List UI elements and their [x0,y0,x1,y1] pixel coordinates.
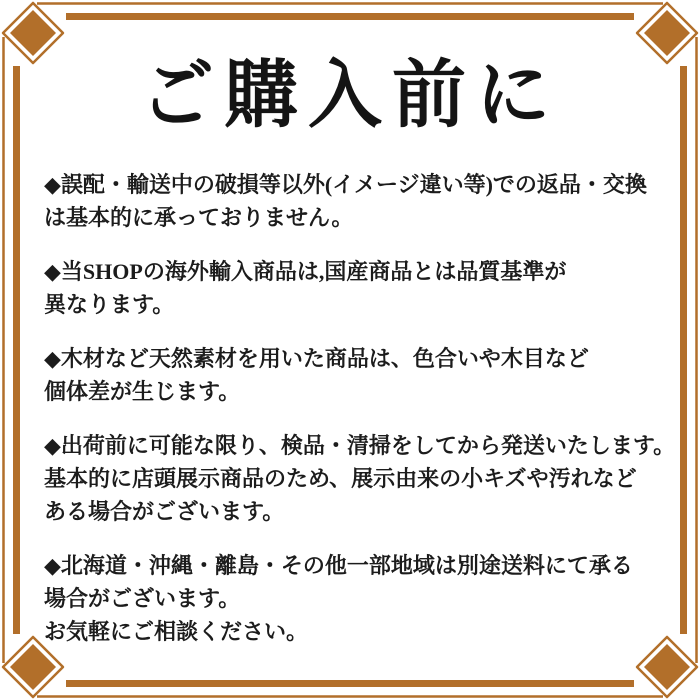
notice-paragraph-inspection [44,429,674,528]
notice-line: ◆出荷前に可能な限り、検品・清掃をしてから発送いたします。 [44,433,676,458]
notice-line: 個体差が生じます。 [44,379,241,404]
notice-paragraph-shipping-fee [44,549,674,648]
notice-paragraph-returns [44,168,674,234]
notice-line: ◆当SHOPの海外輸入商品は,国産商品とは品質基準が [44,259,567,284]
notice-body [44,168,674,669]
notice-line: 異なります。 [44,292,175,317]
notice-line: ◆木材など天然素材を用いた商品は、色合いや木目など [44,346,589,371]
notice-line: ある場合がございます。 [44,499,285,524]
notice-line: ◆誤配・輸送中の破損等以外(イメージ違い等)での返品・交換 [44,172,647,197]
notice-line: お気軽にご相談ください。 [44,619,309,644]
notice-line: ◆北海道・沖縄・離島・その他一部地域は別途送料にて承る [44,553,633,578]
notice-paragraph-natural-materials [44,342,674,408]
notice-line: は基本的に承っておりません。 [44,205,354,230]
page-title: ご購入前に [140,55,560,137]
notice-line: 基本的に店頭展示商品のため、展示由来の小キズや汚れなど [44,466,637,491]
notice-line: 場合がございます。 [44,586,241,611]
notice-paragraph-import-quality [44,255,674,321]
